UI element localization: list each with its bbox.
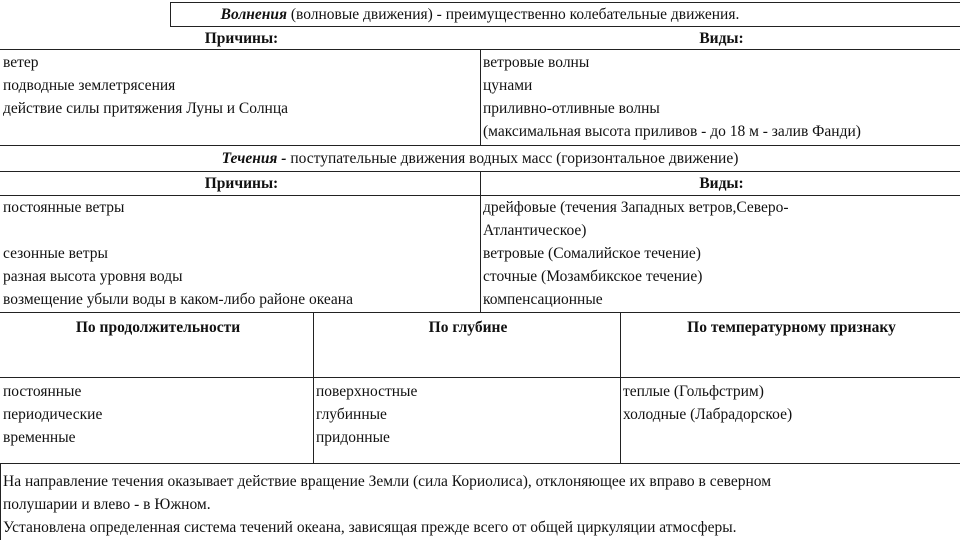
duration-header: По продолжительности: [75, 319, 241, 336]
list-item: постоянные: [3, 383, 82, 400]
waves-title: [0, 3, 960, 26]
list-item: сточные (Мозамбикское течение): [483, 268, 703, 285]
note-line: Установлена определенная система течений океана, зависящая прежде всего от общей циркуляции атмосферы.: [3, 519, 737, 536]
currents-title: [0, 147, 960, 170]
temperature-list: [620, 380, 960, 426]
list-item: периодические: [3, 406, 103, 423]
list-item: глубинные: [316, 406, 387, 423]
list-item: ветровые волны: [483, 54, 590, 71]
waves-title-text: (волновые движения) - преимущественно колебательные движения.: [286, 6, 740, 23]
depth-header: По глубине: [428, 319, 508, 336]
list-item: ветер: [3, 54, 39, 71]
waves-types-list: [480, 51, 960, 143]
currents-title-emphasis: Течения -: [221, 150, 287, 167]
list-item: ветровые (Сомалийское течение): [483, 245, 701, 262]
list-item: действие силы притяжения Луны и Солнца: [3, 100, 289, 117]
list-item: постоянные ветры: [3, 199, 125, 216]
temperature-header: По температурному признаку: [687, 319, 896, 336]
currents-types-header: Виды:: [699, 175, 744, 192]
list-item: разная высота уровня воды: [3, 268, 183, 285]
duration-list: [0, 380, 313, 449]
list-item: дрейфовые (течения Западных ветров,Северо-: [483, 199, 789, 216]
list-item: (максимальная высота приливов - до 18 м - залив Фанди): [483, 123, 861, 140]
section-divider: [0, 312, 960, 313]
list-item: подводные землетрясения: [3, 77, 176, 94]
list-item: поверхностные: [316, 383, 418, 400]
waves-causes-list: [0, 51, 480, 120]
list-item: сезонные ветры: [3, 245, 108, 262]
list-item: холодные (Лабрадорское): [623, 406, 793, 423]
row-divider: [0, 377, 960, 378]
list-item: придонные: [316, 429, 390, 446]
depth-list: [313, 380, 620, 449]
list-item: временные: [3, 429, 76, 446]
waves-types-header: Виды:: [699, 30, 744, 47]
list-item: теплые (Гольфстрим): [623, 383, 764, 400]
list-item: приливно-отливные волны: [483, 100, 660, 117]
waves-causes-header: Причины:: [204, 30, 279, 47]
list-item: цунами: [483, 77, 533, 94]
notes-block: [0, 470, 960, 539]
currents-causes-header: Причины:: [204, 175, 279, 192]
currents-title-text: поступательные движения водных масс (горизонтальное движение): [286, 150, 739, 167]
currents-causes-list: [0, 196, 480, 311]
waves-title-emphasis: Волнения: [220, 6, 287, 23]
section-divider: [0, 145, 960, 146]
list-item: Атлантическое): [483, 222, 587, 239]
list-item: возмещение убыли воды в каком-либо районе океана: [3, 291, 353, 308]
note-line: На направление течения оказывает действие вращение Земли (сила Кориолиса), отклоняющее их вправо в северном: [3, 473, 772, 490]
currents-types-list: [480, 196, 960, 311]
list-item: компенсационные: [483, 291, 603, 308]
list-item: [3, 219, 480, 242]
note-line: полушарии и влево - в Южном.: [3, 496, 211, 513]
section-divider: [0, 463, 960, 464]
